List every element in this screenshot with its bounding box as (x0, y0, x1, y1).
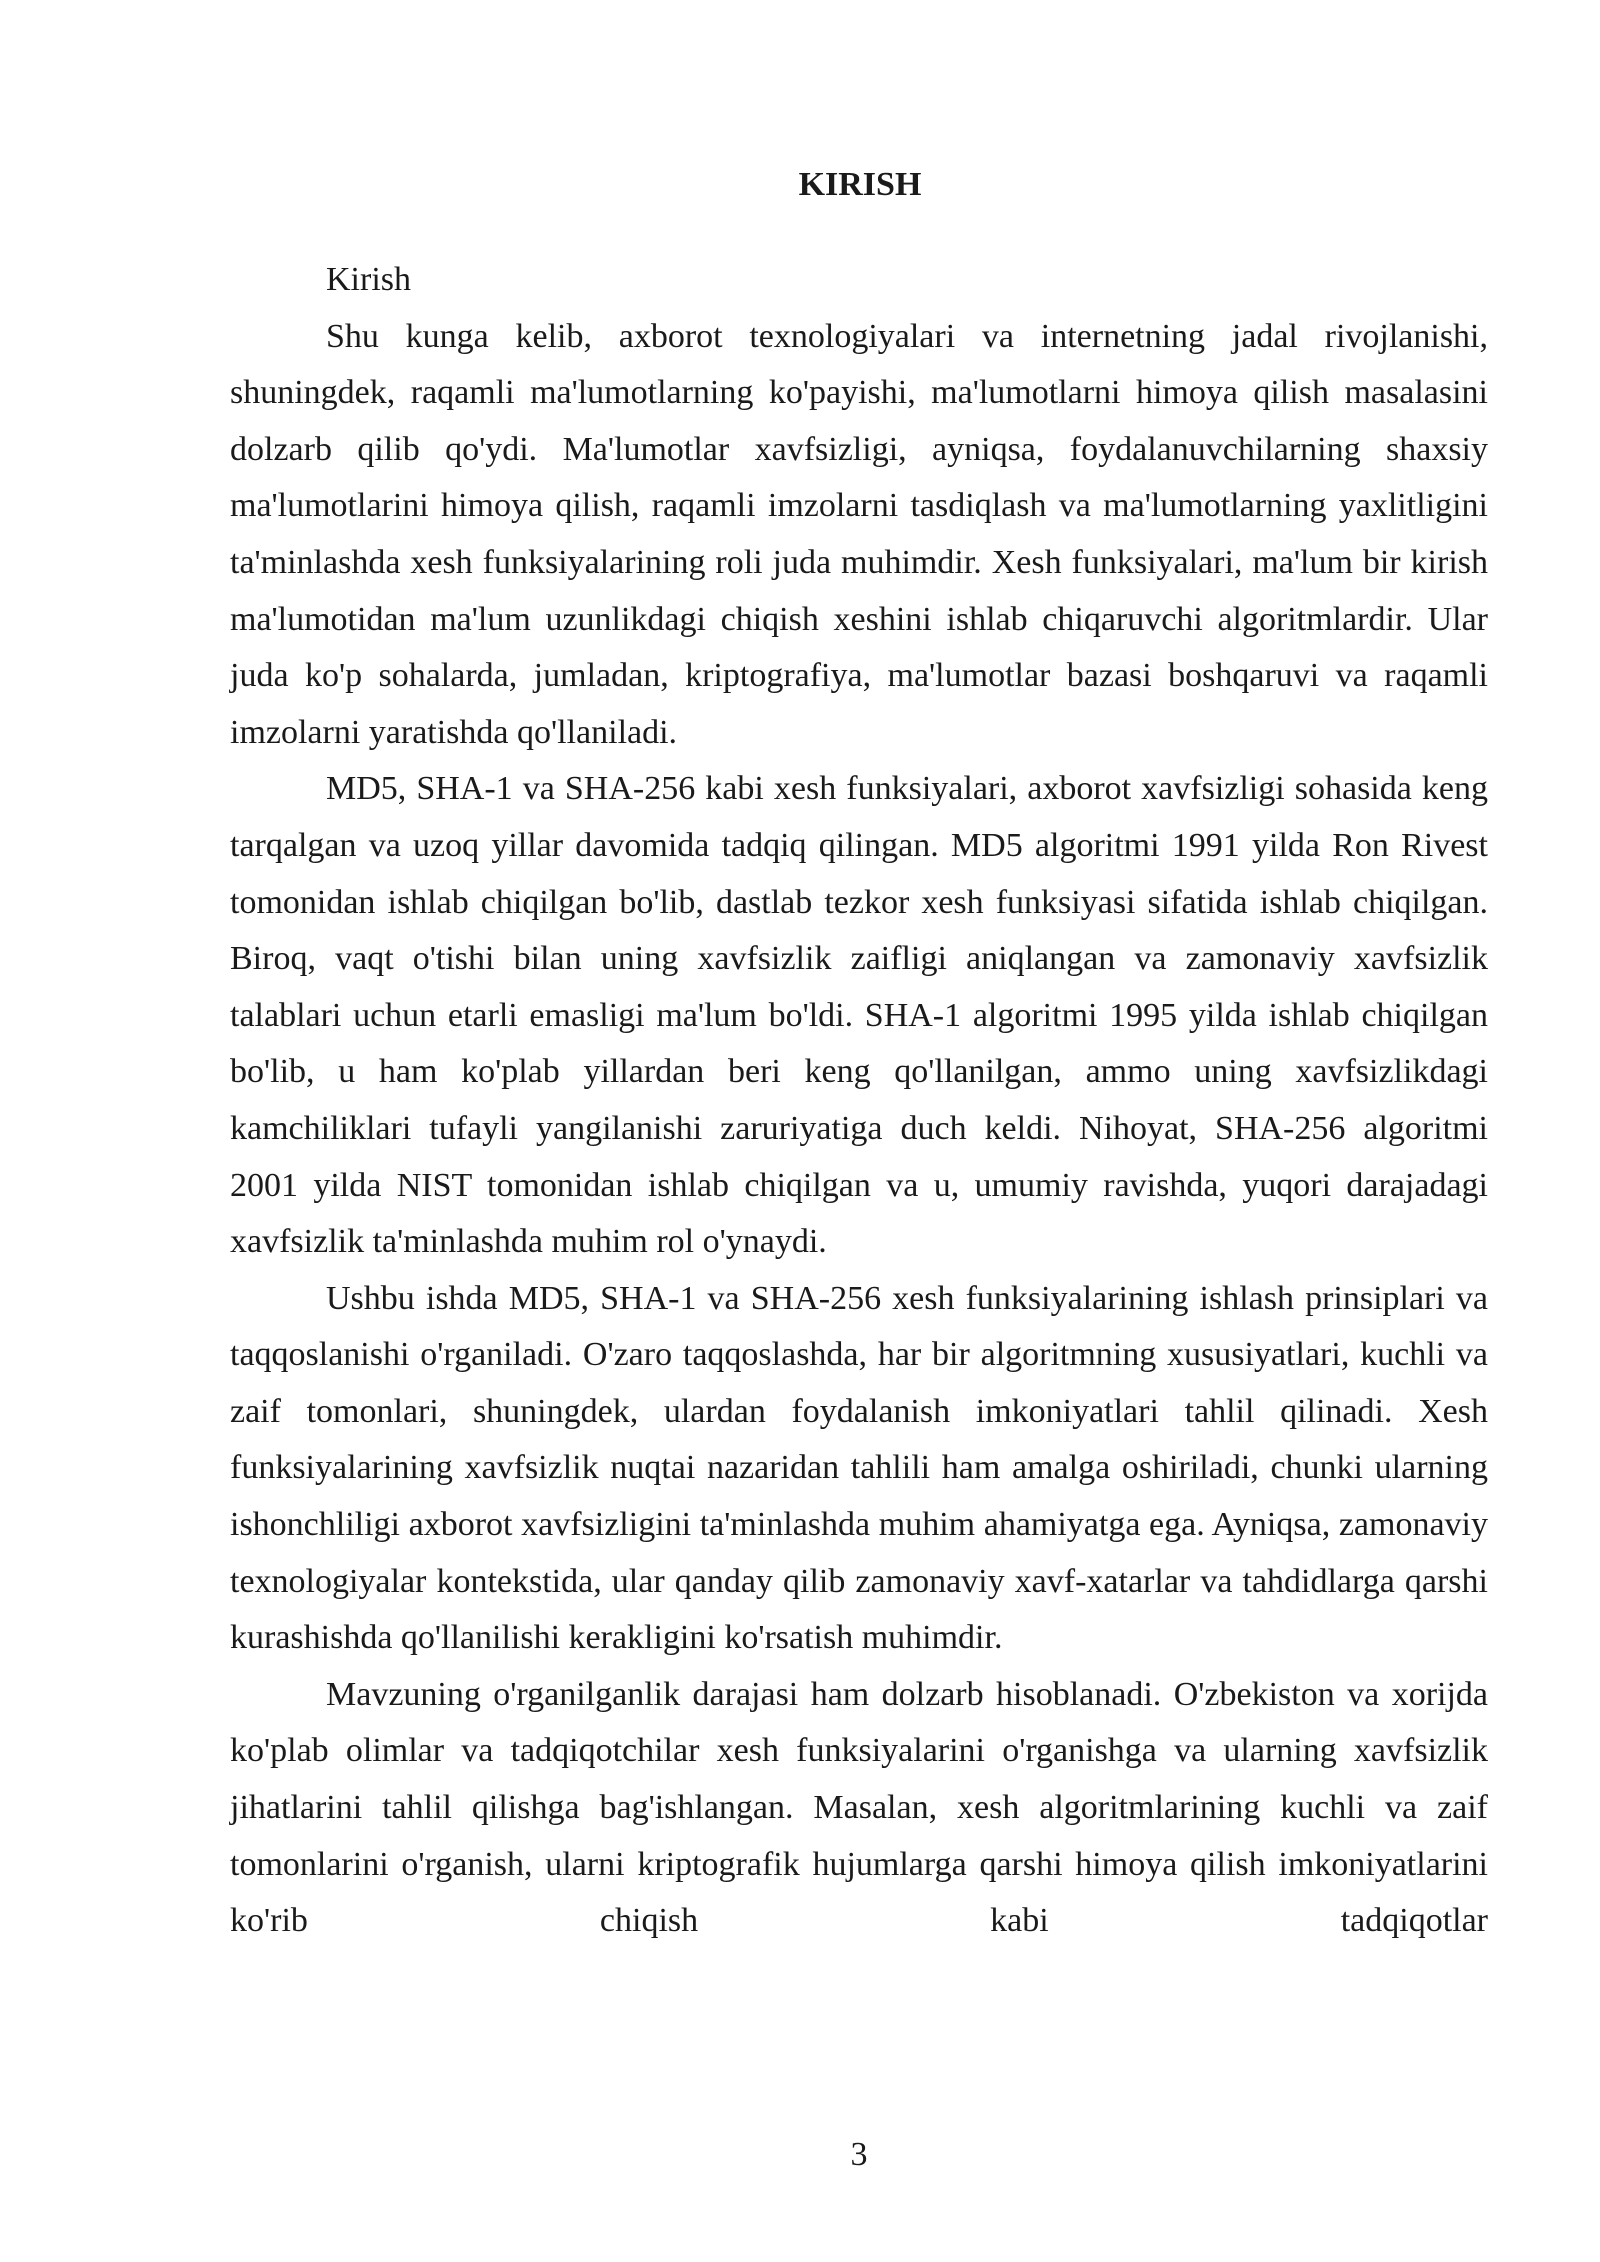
page-title: KIRISH (798, 166, 922, 203)
body-text (230, 252, 1488, 1950)
paragraph-1: Shu kunga kelib, axborot texnologiyalari va internetning jadal rivojlanishi, shuningdek, raqamli ma'lumotlarning ko'payishi, ma'lumotlarni himoya qilish masalasini dolzarb qilib qo'ydi. Ma'lumotlar xavfsizligi, ayniqsa, foydalanuvchilarning shaxsiy ma'lumotlarini himoya qilish, raqamli imzolarni tasdiqlash va ma'lumotlarning yaxlitligini ta'minlashda xesh funksiyalarining roli juda muhimdir. Xesh funksiyalari, ma'lum bir kirish ma'lumotidan ma'lum uzunlikdagi chiqish xeshini ishlab chiqaruvchi algoritmlardir. Ular juda ko'p sohalarda, jumladan, kriptografiya, ma'lumotlar bazasi boshqaruvi va raqamli imzolarni yaratishda qo'llaniladi. (230, 317, 1488, 751)
paragraph-2: MD5, SHA-1 va SHA-256 kabi xesh funksiyalari, axborot xavfsizligi sohasida keng tarqalgan va uzoq yillar davomida tadqiq qilingan. MD5 algoritmi 1991 yilda Ron Rivest tomonidan ishlab chiqilgan bo'lib, dastlab tezkor xesh funksiyasi sifatida ishlab chiqilgan. Biroq, vaqt o'tishi bilan uning xavfsizlik zaifligi aniqlangan va zamonaviy xavfsizlik talablari uchun etarli emasligi ma'lum bo'ldi. SHA-1 algoritmi 1995 yilda ishlab chiqilgan bo'lib, u ham ko'plab yillardan beri keng qo'llanilgan, ammo uning xavfsizlikdagi kamchiliklari tufayli yangilanishi zaruriyatiga duch keldi. Nihoyat, SHA-256 algoritmi 2001 yilda NIST tomonidan ishlab chiqilgan va u, umumiy ravishda, yuqori darajadagi xavfsizlik ta'minlashda muhim rol o'ynaydi. (230, 770, 1488, 1261)
heading-container (230, 165, 1490, 205)
subheading: Kirish (326, 261, 411, 298)
paragraph-4: Mavzuning o'rganilganlik darajasi ham dolzarb hisoblanadi. O'zbekiston va xorijda ko'plab olimlar va tadqiqotchilar xesh funksiyalarini o'rganishga va ularning xavfsizlik jihatlarini tahlil qilishga bag'ishlangan. Masalan, xesh algoritmlarining kuchli va zaif tomonlarini o'rganish, ularni kriptografik hujumlarga qarshi himoya qilish imkoniyatlarini ko'rib chiqish kabi tadqiqotlar (230, 1675, 1488, 1940)
paragraph-3: Ushbu ishda MD5, SHA-1 va SHA-256 xesh funksiyalarining ishlash prinsiplari va taqqoslanishi o'rganiladi. O'zaro taqqoslashda, har bir algoritmning xususiyatlari, kuchli va zaif tomonlari, shuningdek, ulardan foydalanish imkoniyatlari tahlil qilinadi. Xesh funksiyalarining xavfsizlik nuqtai nazaridan tahlili ham amalga oshiriladi, chunki ularning ishonchliligi axborot xavfsizligini ta'minlashda muhim ahamiyatga ega. Ayniqsa, zamonaviy texnologiyalar kontekstida, ular qanday qilib zamonaviy xavf-xatarlar va tahdidlarga qarshi kurashishda qo'llanilishi kerakligini ko'rsatish muhimdir. (230, 1279, 1488, 1657)
page-number: 3 (850, 2136, 868, 2173)
